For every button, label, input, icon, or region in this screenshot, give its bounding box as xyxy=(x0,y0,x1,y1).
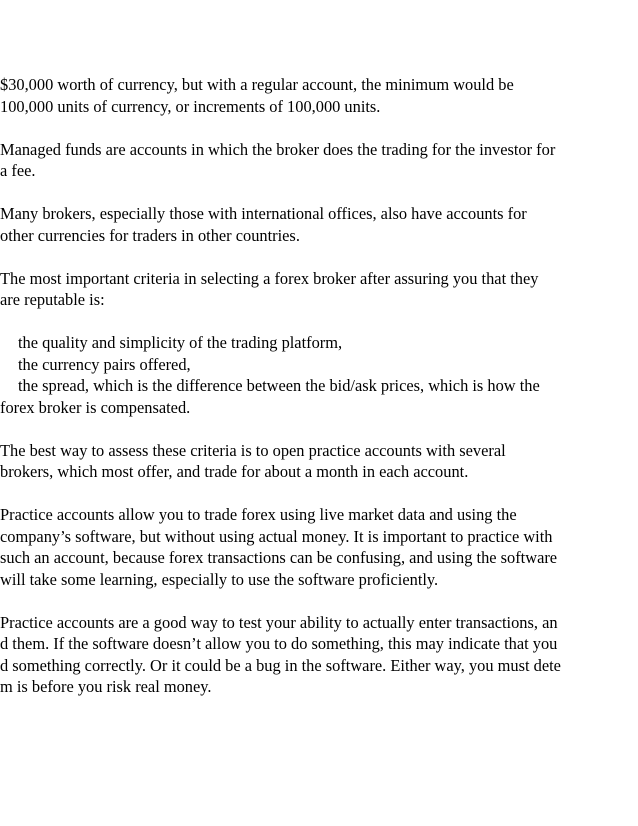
list-item: the quality and simplicity of the trading platform, xyxy=(18,333,343,352)
text-line: company’s software, but without using actual money. It is important to practice with xyxy=(0,526,553,546)
list-item-continuation: forex broker is compensated. xyxy=(0,397,191,417)
text-line: will take some learning, especially to use the software proficiently. xyxy=(0,569,439,589)
text-line: m is before you risk real money. xyxy=(0,677,212,696)
text-line: 100,000 units of currency, or increments of 100,000 units. xyxy=(0,96,381,116)
text-line: Practice accounts allow you to trade forex using live market data and using the xyxy=(0,505,517,524)
text-line: Many brokers, especially those with international offices, also have accounts for xyxy=(0,204,527,223)
text-line: d something correctly. Or it could be a bug in the software. Either way, you must dete xyxy=(0,655,561,675)
paragraph-international-brokers xyxy=(0,203,638,246)
text-line: such an account, because forex transactions can be confusing, and using the software xyxy=(0,548,558,567)
text-line: Managed funds are accounts in which the broker does the trading for the investor for xyxy=(0,139,556,159)
paragraph-practice-accounts xyxy=(0,504,638,590)
paragraph-assess-criteria xyxy=(0,440,638,483)
paragraph-account-minimum xyxy=(0,74,638,117)
document-page xyxy=(0,74,638,719)
text-line: d them. If the software doesn’t allow you to do something, this may indicate that you xyxy=(0,634,558,653)
text-line: The best way to assess these criteria is to open practice accounts with several xyxy=(0,440,506,460)
text-line: other currencies for traders in other countries. xyxy=(0,225,300,245)
text-line: are reputable is: xyxy=(0,290,105,309)
text-line: The most important criteria in selecting a forex broker after assuring you that they xyxy=(0,268,539,288)
paragraph-managed-funds xyxy=(0,139,638,182)
criteria-list xyxy=(0,332,638,418)
paragraph-selection-criteria xyxy=(0,268,638,311)
paragraph-practice-test xyxy=(0,612,638,698)
text-line: a fee. xyxy=(0,161,36,180)
list-item: the currency pairs offered, xyxy=(18,354,191,374)
list-item: the spread, which is the difference between the bid/ask prices, which is how the xyxy=(18,376,540,395)
text-line: Practice accounts are a good way to test your ability to actually enter transactions, an xyxy=(0,612,558,632)
text-line: brokers, which most offer, and trade for about a month in each account. xyxy=(0,462,469,481)
text-line: $30,000 worth of currency, but with a regular account, the minimum would be xyxy=(0,75,514,94)
